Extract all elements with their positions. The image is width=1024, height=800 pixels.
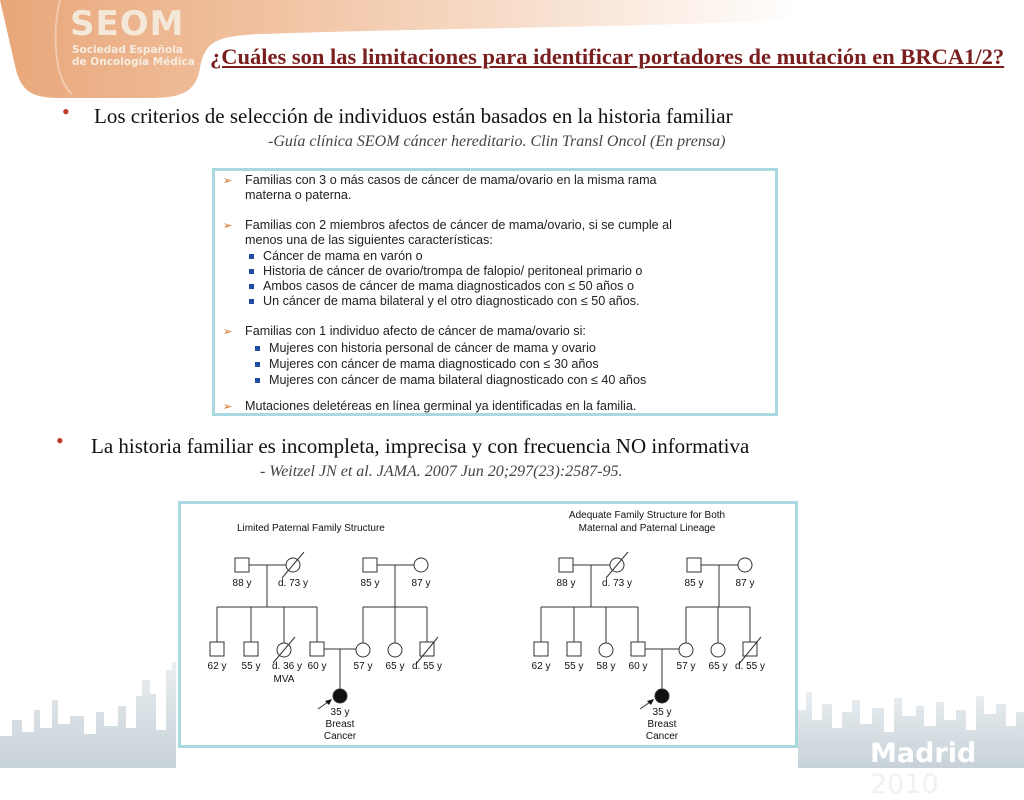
bullet-1-text: Los criterios de selección de individuos están basados en la historia familiar (94, 104, 733, 128)
age-label: 65 y (708, 661, 728, 672)
age-label: d. 55 y (411, 661, 443, 672)
criteria-sub-item (255, 341, 596, 355)
left-father (310, 642, 324, 656)
criteria-item-2-cont: menos una de las siguientes características: (245, 233, 493, 247)
proband-diagnosis: Cancer (645, 731, 679, 742)
arrow-right-icon: ➢ (223, 175, 233, 187)
criteria-sub-item (255, 357, 599, 371)
square-bullet-icon (249, 299, 254, 304)
age-label: 62 y (207, 661, 227, 672)
age-label: 58 y (596, 661, 616, 672)
right-maternal-aunt (711, 643, 725, 657)
age-label: 57 y (353, 661, 373, 672)
criteria-sub-text: Mujeres con cáncer de mama bilateral diagnosticado con ≤ 40 años (269, 373, 647, 387)
criteria-sub-text: Un cáncer de mama bilateral y el otro diagnosticado con ≤ 50 años. (263, 294, 640, 308)
footer-city: Madrid (870, 738, 977, 769)
criteria-sub-text: Mujeres con cáncer de mama diagnosticado con ≤ 30 años (269, 357, 599, 371)
right-pedigree-title-line2: Maternal and Paternal Lineage (578, 523, 716, 534)
age-label: d. 73 y (601, 578, 633, 589)
criteria-item-1-line1: Familias con 3 o más casos de cáncer de mama/ovario en la misma rama (245, 173, 657, 187)
left-proband (333, 689, 347, 703)
bullet-2-marker: • (56, 428, 64, 453)
age-label: 85 y (684, 578, 704, 589)
seom-logo: SEOM (70, 4, 185, 44)
criteria-sub-text: Mujeres con historia personal de cáncer de mama y ovario (269, 341, 596, 355)
footer-brand (870, 738, 1024, 800)
criteria-sub-text: Ambos casos de cáncer de mama diagnosticados con ≤ 50 años o (263, 279, 634, 293)
proband-arrowhead-icon (647, 699, 654, 705)
right-proband (655, 689, 669, 703)
logo-subtitle-line1: Sociedad Española (72, 44, 183, 56)
criteria-item-1-cont: materna o paterna. (245, 188, 352, 202)
proband-diagnosis: Breast (647, 719, 677, 730)
criteria-item-4-text: Mutaciones deletéreas en línea germinal ya identificadas en la familia. (245, 399, 637, 413)
square-bullet-icon (255, 362, 260, 367)
right-uncle (534, 642, 548, 656)
criteria-sub-text: Cáncer de mama en varón o (263, 249, 423, 263)
criteria-item-1 (223, 173, 657, 187)
mva-label: MVA (273, 674, 295, 685)
square-bullet-icon (249, 284, 254, 289)
arrow-right-icon: ➢ (223, 401, 233, 413)
criteria-sub-item (249, 264, 642, 278)
age-label: d. 55 y (734, 661, 766, 672)
right-pedigree-title-line1: Adequate Family Structure for Both (568, 510, 726, 521)
criteria-sub-item (249, 249, 423, 263)
left-pedigree-title: Limited Paternal Family Structure (237, 523, 385, 534)
right-mother (679, 643, 693, 657)
seom-logo-subtitle (72, 44, 195, 68)
arrow-right-icon: ➢ (223, 326, 233, 338)
pedigree-figure-box (178, 501, 798, 748)
right-grandmother-maternal (738, 558, 752, 572)
age-label: 85 y (360, 578, 380, 589)
bullet-2-citation: - Weitzel JN et al. JAMA. 2007 Jun 20;297(23):2587-95. (260, 463, 623, 480)
age-label: 60 y (628, 661, 648, 672)
age-label: 57 y (676, 661, 696, 672)
criteria-item-4 (223, 399, 636, 413)
right-uncle (567, 642, 581, 656)
bullet-2-text: La historia familiar es incompleta, imprecisa y con frecuencia NO informativa (91, 434, 750, 458)
bullet-1-marker: • (62, 99, 70, 124)
age-label: 62 y (531, 661, 551, 672)
age-label: d. 36 y (271, 661, 303, 672)
left-uncle (244, 642, 258, 656)
age-label: 60 y (307, 661, 327, 672)
age-label: 88 y (556, 578, 576, 589)
right-grandfather-paternal (559, 558, 573, 572)
criteria-item-3-text: Familias con 1 individuo afecto de cáncer de mama/ovario si: (245, 324, 586, 338)
criteria-item-2-line1: Familias con 2 miembros afectos de cáncer de mama/ovario, si se cumple al (245, 218, 672, 232)
criteria-item-3 (223, 324, 586, 338)
age-label: 88 y (232, 578, 252, 589)
criteria-sub-item (255, 373, 646, 387)
proband-diagnosis: Cancer (323, 731, 357, 742)
bullet-1-citation: -Guía clínica SEOM cáncer hereditario. Clin Transl Oncol (En prensa) (268, 133, 726, 150)
age-label: 55 y (564, 661, 584, 672)
right-father (631, 642, 645, 656)
square-bullet-icon (249, 254, 254, 259)
criteria-item-2 (223, 218, 672, 232)
age-label: 65 y (385, 661, 405, 672)
criteria-sub-item (249, 294, 640, 308)
proband-age: 35 y (652, 707, 672, 718)
left-grandfather-maternal (363, 558, 377, 572)
proband-diagnosis: Breast (325, 719, 355, 730)
age-label: 87 y (411, 578, 431, 589)
left-mother (356, 643, 370, 657)
proband-age: 35 y (330, 707, 350, 718)
square-bullet-icon (255, 346, 260, 351)
age-label: 55 y (241, 661, 261, 672)
arrow-right-icon: ➢ (223, 220, 233, 232)
logo-subtitle-line2: de Oncología Médica (72, 56, 195, 68)
age-label: 87 y (735, 578, 755, 589)
criteria-sub-text: Historia de cáncer de ovario/trompa de falopio/ peritoneal primario o (263, 264, 643, 278)
selection-criteria-box (212, 168, 778, 416)
left-grandmother-maternal (414, 558, 428, 572)
right-aunt (599, 643, 613, 657)
criteria-sub-item (249, 279, 634, 293)
square-bullet-icon (255, 378, 260, 383)
left-maternal-aunt (388, 643, 402, 657)
right-grandfather-maternal (687, 558, 701, 572)
left-uncle (210, 642, 224, 656)
footer-year: 2010 (870, 769, 939, 800)
square-bullet-icon (249, 269, 254, 274)
age-label: d. 73 y (277, 578, 309, 589)
left-grandfather-paternal (235, 558, 249, 572)
slide-title: ¿Cuáles son las limitaciones para identificar portadores de mutación en BRCA1/2? (210, 44, 1005, 69)
pedigree-figure (181, 504, 795, 745)
proband-arrowhead-icon (325, 699, 332, 705)
